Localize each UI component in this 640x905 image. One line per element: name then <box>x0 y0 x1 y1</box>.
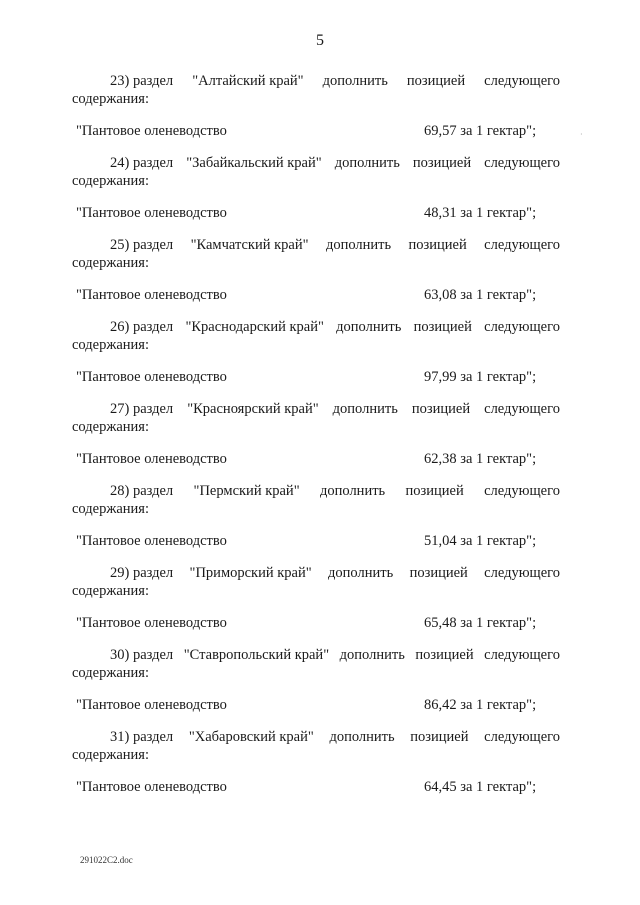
position-rate: 65,48 за 1 гектар"; <box>424 615 537 631</box>
amendment-number: 25) <box>110 237 130 253</box>
amendment-second-line: содержания: <box>72 501 150 517</box>
amendment-second-line: содержания: <box>72 583 150 599</box>
amendment-text <box>72 564 560 600</box>
amendment-second-line: содержания: <box>72 255 150 271</box>
amendment-region: "Камчатский край" <box>190 237 309 253</box>
position-rate: 62,38 за 1 гектар"; <box>424 451 537 467</box>
amendment-word-position: позицией <box>405 483 464 499</box>
amendment-item <box>0 150 640 232</box>
amendment-number: 27) <box>110 401 130 417</box>
amendment-number-and-word <box>110 72 173 90</box>
amendment-word-section: раздел <box>132 565 174 581</box>
amendment-region: "Краснодарский край" <box>185 319 324 335</box>
amendment-number-and-word <box>110 482 173 500</box>
amendment-number-and-word <box>110 564 173 582</box>
amendment-first-line <box>72 72 560 90</box>
amendment-word-section: раздел <box>132 237 174 253</box>
amendment-word-add: дополнить <box>339 647 405 663</box>
page-number: 5 <box>316 32 324 49</box>
amendment-word-following: следующего <box>484 401 560 417</box>
amendment-word-following: следующего <box>484 155 560 171</box>
amendment-text <box>72 482 560 518</box>
amendment-word-section: раздел <box>132 647 174 663</box>
amendment-first-line <box>72 728 560 746</box>
amendment-first-line <box>72 482 560 500</box>
amendment-number-and-word <box>110 400 173 418</box>
amendment-item <box>0 478 640 560</box>
amendment-number: 23) <box>110 73 130 89</box>
position-name: "Пантовое оленеводство <box>76 615 227 631</box>
amendment-number: 29) <box>110 565 130 581</box>
amendment-word-add: дополнить <box>336 319 402 335</box>
position-name: "Пантовое оленеводство <box>76 779 227 795</box>
amendment-word-section: раздел <box>132 729 174 745</box>
amendment-region: "Алтайский край" <box>192 73 304 89</box>
amendment-word-section: раздел <box>132 319 174 335</box>
amendment-word-add: дополнить <box>328 565 394 581</box>
amendment-word-add: дополнить <box>320 483 386 499</box>
amendment-number: 30) <box>110 647 130 663</box>
amendment-word-position: позицией <box>406 73 466 89</box>
position-name: "Пантовое оленеводство <box>76 533 227 549</box>
position-name: "Пантовое оленеводство <box>76 123 227 139</box>
file-name-footer: 291022C2.doc <box>80 855 133 865</box>
amendment-region: "Красноярский край" <box>187 401 319 417</box>
amendment-word-position: позицией <box>411 401 471 417</box>
amendment-region: "Забайкальский край" <box>186 155 322 171</box>
amendment-item <box>0 396 640 478</box>
amendment-word-position: позицией <box>413 319 472 335</box>
amendment-word-following: следующего <box>484 483 560 499</box>
amendment-second-line: содержания: <box>72 173 150 189</box>
amendment-word-section: раздел <box>132 73 174 89</box>
amendment-word-add: дополнить <box>322 73 388 89</box>
amendment-region: "Хабаровский край" <box>188 729 314 745</box>
position-rate: 69,57 за 1 гектар"; <box>424 123 537 139</box>
position-name: "Пантовое оленеводство <box>76 369 227 385</box>
amendment-item <box>0 314 640 396</box>
amendment-second-line: содержания: <box>72 665 150 681</box>
scan-mark: · <box>580 130 583 139</box>
amendment-item <box>0 560 640 642</box>
amendment-text <box>72 646 560 682</box>
amendment-number-and-word <box>110 154 173 172</box>
amendment-text <box>72 236 560 272</box>
amendment-number: 26) <box>110 319 130 335</box>
amendment-second-line: содержания: <box>72 91 150 107</box>
position-name: "Пантовое оленеводство <box>76 697 227 713</box>
amendment-first-line <box>72 564 560 582</box>
amendment-word-following: следующего <box>484 73 560 89</box>
amendment-text <box>72 400 560 436</box>
position-rate: 97,99 за 1 гектар"; <box>424 369 537 385</box>
position-name: "Пантовое оленеводство <box>76 451 227 467</box>
amendment-word-following: следующего <box>484 319 560 335</box>
amendment-region: "Ставропольский край" <box>183 647 330 663</box>
amendment-word-position: позицией <box>410 729 469 745</box>
amendment-item <box>0 642 640 724</box>
amendment-word-position: позицией <box>408 237 467 253</box>
amendment-second-line: содержания: <box>72 337 150 353</box>
amendment-second-line: содержания: <box>72 419 150 435</box>
amendment-first-line <box>72 236 560 254</box>
amendment-first-line <box>72 154 560 172</box>
amendment-region: "Приморский край" <box>189 565 312 581</box>
position-name: "Пантовое оленеводство <box>76 205 227 221</box>
amendment-text <box>72 728 560 764</box>
amendment-word-add: дополнить <box>329 729 395 745</box>
amendment-word-following: следующего <box>484 237 560 253</box>
position-rate: 63,08 за 1 гектар"; <box>424 287 537 303</box>
amendment-word-position: позицией <box>409 565 468 581</box>
amendment-word-add: дополнить <box>334 155 400 171</box>
amendment-word-position: позицией <box>415 647 474 663</box>
position-rate: 51,04 за 1 гектар"; <box>424 533 537 549</box>
amendment-word-add: дополнить <box>332 401 398 417</box>
position-rate: 64,45 за 1 гектар"; <box>424 779 537 795</box>
amendment-first-line <box>72 646 560 664</box>
amendment-second-line: содержания: <box>72 747 150 763</box>
position-name: "Пантовое оленеводство <box>76 287 227 303</box>
amendment-list <box>0 68 640 806</box>
amendment-first-line <box>72 400 560 418</box>
amendment-number: 28) <box>110 483 130 499</box>
amendment-word-section: раздел <box>132 401 174 417</box>
amendment-number-and-word <box>110 728 173 746</box>
amendment-word-following: следующего <box>484 647 560 663</box>
amendment-word-section: раздел <box>132 155 174 171</box>
amendment-word-following: следующего <box>484 729 560 745</box>
amendment-item <box>0 68 640 150</box>
amendment-number-and-word <box>110 236 173 254</box>
amendment-text <box>72 72 560 108</box>
amendment-text <box>72 154 560 190</box>
position-rate: 86,42 за 1 гектар"; <box>424 697 537 713</box>
amendment-word-following: следующего <box>484 565 560 581</box>
amendment-number: 24) <box>110 155 130 171</box>
amendment-word-position: позицией <box>412 155 472 171</box>
amendment-number-and-word <box>110 318 173 336</box>
amendment-item <box>0 232 640 314</box>
amendment-word-add: дополнить <box>325 237 392 253</box>
amendment-text <box>72 318 560 354</box>
amendment-region: "Пермский край" <box>193 483 300 499</box>
amendment-first-line <box>72 318 560 336</box>
amendment-number: 31) <box>110 729 130 745</box>
amendment-number-and-word <box>110 646 173 664</box>
position-rate: 48,31 за 1 гектар"; <box>424 205 537 221</box>
amendment-item <box>0 724 640 806</box>
amendment-word-section: раздел <box>132 483 174 499</box>
